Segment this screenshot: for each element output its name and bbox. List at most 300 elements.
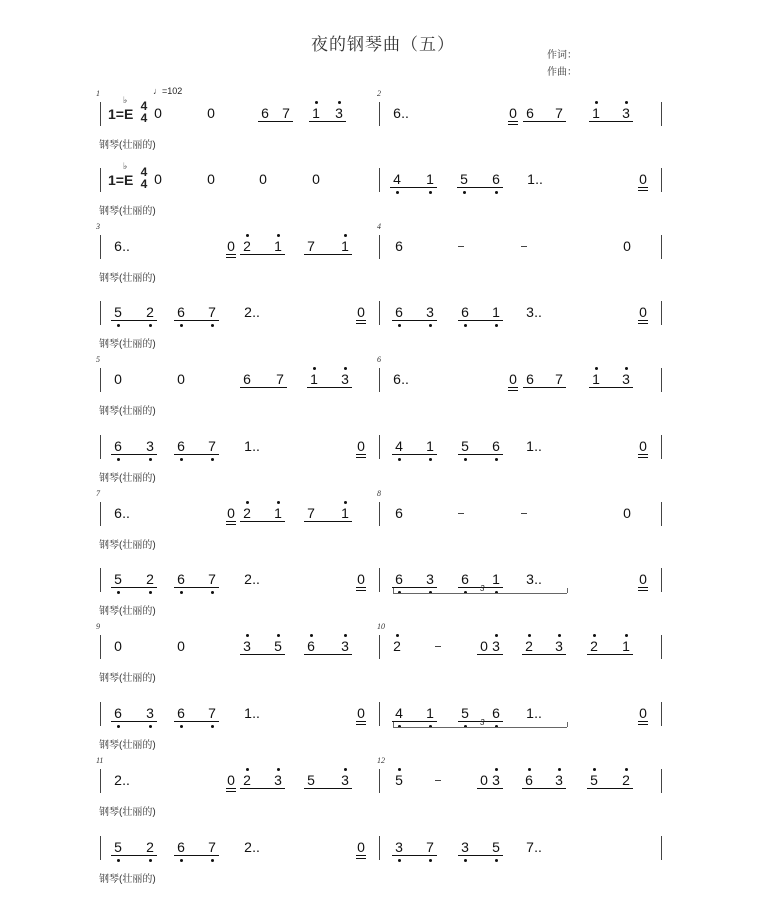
time-signature-top: 4 <box>140 165 148 179</box>
note: 7 <box>208 304 216 320</box>
double-underline <box>356 858 366 859</box>
upper-octave-dot <box>310 634 313 637</box>
measure-number: 2 <box>377 89 381 98</box>
double-underline <box>638 457 648 458</box>
lower-octave-dot <box>211 591 214 594</box>
double-underline <box>356 721 366 722</box>
lower-octave-dot <box>495 191 498 194</box>
instrument-label: 钢琴(壮丽的) <box>99 473 156 484</box>
beam-underline <box>307 387 352 388</box>
upper-octave-dot <box>344 234 347 237</box>
beam-underline <box>392 320 437 321</box>
note: 3 <box>526 571 534 587</box>
double-underline <box>638 190 648 191</box>
double-underline <box>356 454 366 455</box>
beam-underline <box>477 654 503 655</box>
note: 5 <box>461 438 469 454</box>
upper-octave-dot <box>625 367 628 370</box>
barline <box>379 102 380 126</box>
time-signature-top: 4 <box>140 99 148 113</box>
note: 2 <box>244 304 252 320</box>
note: 6 <box>114 438 122 454</box>
double-underline <box>356 855 366 856</box>
beam-underline <box>258 121 293 122</box>
upper-octave-dot <box>595 101 598 104</box>
upper-octave-dot <box>246 768 249 771</box>
note: 6 <box>492 438 500 454</box>
note: 6 <box>395 571 403 587</box>
note: 1 <box>274 505 282 521</box>
note: 0 <box>207 171 215 187</box>
note: 6 <box>492 705 500 721</box>
note: 5 <box>461 705 469 721</box>
instrument-label: 钢琴(壮丽的) <box>99 273 156 284</box>
upper-octave-dot <box>625 634 628 637</box>
instrument-label: 钢琴(壮丽的) <box>99 339 156 350</box>
note: 0 <box>114 371 122 387</box>
beam-underline <box>390 187 437 188</box>
note: 4 <box>395 705 403 721</box>
duration-dot: .. <box>534 839 542 855</box>
note: 7 <box>208 839 216 855</box>
note: 6 <box>395 505 403 521</box>
barline <box>379 568 380 592</box>
upper-octave-dot <box>246 634 249 637</box>
barline <box>661 769 662 793</box>
page-title: 夜的钢琴曲（五） <box>311 35 455 55</box>
beam-underline <box>174 454 219 455</box>
barline <box>100 235 101 259</box>
barline <box>379 502 380 526</box>
measure-number: 7 <box>96 489 100 498</box>
note: 0 <box>227 505 235 521</box>
barline <box>661 568 662 592</box>
lower-octave-dot <box>149 591 152 594</box>
note: 0 <box>227 238 235 254</box>
lower-octave-dot <box>149 725 152 728</box>
note: 7 <box>426 839 434 855</box>
barline <box>379 702 380 726</box>
note: 1 <box>527 171 535 187</box>
double-underline <box>226 521 236 522</box>
upper-octave-dot <box>625 101 628 104</box>
duration-dot: .. <box>122 505 130 521</box>
beam-underline <box>522 654 566 655</box>
note: 5 <box>114 839 122 855</box>
barline <box>100 102 101 126</box>
barline <box>379 301 380 325</box>
note: 2 <box>525 638 533 654</box>
note: 0 <box>357 705 365 721</box>
note: 3 <box>622 105 630 121</box>
flat-sign: ♭ <box>123 161 128 171</box>
note: 1 <box>244 438 252 454</box>
lower-octave-dot <box>429 191 432 194</box>
upper-octave-dot <box>313 367 316 370</box>
beam-underline <box>240 387 287 388</box>
note: 6 <box>261 105 269 121</box>
duration-dot: .. <box>252 839 260 855</box>
upper-octave-dot <box>558 634 561 637</box>
lower-octave-dot <box>117 591 120 594</box>
duration-dot: .. <box>252 438 260 454</box>
duration-dot: .. <box>401 105 409 121</box>
lower-octave-dot <box>211 725 214 728</box>
note: 7 <box>276 371 284 387</box>
double-underline <box>508 124 518 125</box>
note: 6 <box>526 105 534 121</box>
beam-underline <box>304 654 352 655</box>
beam-underline <box>240 788 285 789</box>
beam-underline <box>240 521 285 522</box>
lower-octave-dot <box>117 458 120 461</box>
double-underline <box>356 587 366 588</box>
dash-continuation <box>458 246 464 247</box>
upper-octave-dot <box>246 501 249 504</box>
duration-dot: .. <box>534 705 542 721</box>
upper-octave-dot <box>625 768 628 771</box>
note: 2 <box>243 505 251 521</box>
note: 1 <box>526 438 534 454</box>
note: 7 <box>555 105 563 121</box>
composer-label: 作曲： <box>547 67 577 78</box>
note: 0 <box>509 371 517 387</box>
lower-octave-dot <box>495 859 498 862</box>
note: 0 <box>207 105 215 121</box>
beam-underline <box>392 855 437 856</box>
beam-underline <box>111 454 157 455</box>
note: 2 <box>393 638 401 654</box>
duration-dot: .. <box>401 371 409 387</box>
note: 0 <box>639 438 647 454</box>
upper-octave-dot <box>595 367 598 370</box>
barline <box>661 702 662 726</box>
lower-octave-dot <box>464 458 467 461</box>
note: 2 <box>622 772 630 788</box>
note: 6 <box>114 505 122 521</box>
upper-octave-dot <box>398 768 401 771</box>
lower-octave-dot <box>429 458 432 461</box>
upper-octave-dot <box>277 501 280 504</box>
note: 0 <box>639 705 647 721</box>
beam-underline <box>304 521 352 522</box>
note: 2 <box>146 839 154 855</box>
lower-octave-dot <box>211 324 214 327</box>
note: 5 <box>460 171 468 187</box>
lower-octave-dot <box>180 859 183 862</box>
measure-number: 3 <box>96 222 100 231</box>
time-signature-bottom: 4 <box>140 111 148 125</box>
note: 3 <box>461 839 469 855</box>
barline <box>100 836 101 860</box>
lyricist-label: 作词： <box>547 50 577 61</box>
upper-octave-dot <box>593 768 596 771</box>
double-underline <box>356 724 366 725</box>
double-underline <box>356 320 366 321</box>
triplet-bracket-end <box>393 588 394 593</box>
note: 0 <box>509 105 517 121</box>
key-signature: 1=E <box>108 172 134 188</box>
note: 7 <box>208 705 216 721</box>
beam-underline <box>240 254 285 255</box>
measure-number: 4 <box>377 222 381 231</box>
measure-number: 11 <box>96 756 104 765</box>
beam-underline <box>392 454 437 455</box>
lower-octave-dot <box>398 859 401 862</box>
beam-underline <box>111 721 157 722</box>
beam-underline <box>587 788 633 789</box>
lower-octave-dot <box>180 591 183 594</box>
barline <box>100 435 101 459</box>
lower-octave-dot <box>117 324 120 327</box>
upper-octave-dot <box>396 634 399 637</box>
lower-octave-dot <box>464 324 467 327</box>
lower-octave-dot <box>398 458 401 461</box>
note: 6 <box>525 772 533 788</box>
dash-continuation <box>435 780 441 781</box>
double-underline <box>226 524 236 525</box>
measure-number: 10 <box>377 622 385 631</box>
note: 1 <box>592 371 600 387</box>
duration-dot: .. <box>252 705 260 721</box>
note: 1 <box>426 438 434 454</box>
note: 6 <box>461 571 469 587</box>
note: 7 <box>555 371 563 387</box>
triplet-bracket <box>393 727 567 728</box>
lower-octave-dot <box>117 725 120 728</box>
note: 3 <box>341 371 349 387</box>
duration-dot: .. <box>252 304 260 320</box>
upper-octave-dot <box>277 234 280 237</box>
note: 3 <box>555 772 563 788</box>
lower-octave-dot <box>464 859 467 862</box>
note: 0 <box>357 438 365 454</box>
note: 0 <box>357 571 365 587</box>
lower-octave-dot <box>429 859 432 862</box>
upper-octave-dot <box>277 768 280 771</box>
note: 6 <box>395 238 403 254</box>
note: 0 <box>357 304 365 320</box>
barline <box>661 502 662 526</box>
note: 7 <box>208 571 216 587</box>
measure-number: 9 <box>96 622 100 631</box>
instrument-label: 钢琴(壮丽的) <box>99 540 156 551</box>
note: 1 <box>274 238 282 254</box>
barline <box>661 635 662 659</box>
beam-underline <box>523 121 566 122</box>
duration-dot: .. <box>122 772 130 788</box>
note: 0 <box>154 105 162 121</box>
lower-octave-dot <box>180 458 183 461</box>
instrument-label: 钢琴(壮丽的) <box>99 807 156 818</box>
duration-dot: .. <box>252 571 260 587</box>
note: 7 <box>307 505 315 521</box>
dash-continuation <box>435 646 441 647</box>
measure-number: 8 <box>377 489 381 498</box>
triplet-bracket-end <box>393 722 394 727</box>
note: 0 <box>623 238 631 254</box>
triplet-mark: 3 <box>480 718 485 727</box>
beam-underline <box>111 320 157 321</box>
note: 1 <box>310 371 318 387</box>
triplet-bracket-end <box>567 722 568 727</box>
dash-continuation <box>521 246 527 247</box>
note: 0 <box>154 171 162 187</box>
note: 1 <box>526 705 534 721</box>
note: 1 <box>492 304 500 320</box>
lower-octave-dot <box>495 458 498 461</box>
note: 1 <box>492 571 500 587</box>
lower-octave-dot <box>149 458 152 461</box>
beam-underline <box>458 320 503 321</box>
beam-underline <box>458 855 503 856</box>
upper-octave-dot <box>344 367 347 370</box>
note: 3 <box>146 438 154 454</box>
beam-underline <box>458 454 503 455</box>
note: 3 <box>243 638 251 654</box>
note: 3 <box>526 304 534 320</box>
note: 3 <box>395 839 403 855</box>
double-underline <box>638 320 648 321</box>
beam-underline <box>174 721 219 722</box>
lower-octave-dot <box>429 324 432 327</box>
double-underline <box>508 387 518 388</box>
double-underline <box>638 721 648 722</box>
double-underline <box>508 121 518 122</box>
beam-underline <box>523 387 566 388</box>
barline <box>661 301 662 325</box>
beam-underline <box>522 788 566 789</box>
note: 3 <box>341 772 349 788</box>
note: 2 <box>146 571 154 587</box>
note: 1 <box>341 505 349 521</box>
instrument-label: 钢琴(壮丽的) <box>99 140 156 151</box>
upper-octave-dot <box>495 634 498 637</box>
note: 4 <box>395 438 403 454</box>
beam-underline <box>392 721 437 722</box>
barline <box>661 836 662 860</box>
note: 6 <box>492 171 500 187</box>
beam-underline <box>457 187 503 188</box>
upper-octave-dot <box>344 501 347 504</box>
double-underline <box>226 257 236 258</box>
triplet-bracket-end <box>567 588 568 593</box>
note: 5 <box>307 772 315 788</box>
upper-octave-dot <box>344 634 347 637</box>
lower-octave-dot <box>463 191 466 194</box>
note: 2 <box>244 571 252 587</box>
barline <box>100 502 101 526</box>
note: 6 <box>307 638 315 654</box>
barline <box>100 568 101 592</box>
upper-octave-dot <box>246 234 249 237</box>
flat-sign: ♭ <box>123 95 128 105</box>
note: 5 <box>395 772 403 788</box>
barline <box>379 435 380 459</box>
note: 1 <box>592 105 600 121</box>
barline <box>100 368 101 392</box>
note: 3 <box>335 105 343 121</box>
double-underline <box>638 323 648 324</box>
measure-number: 6 <box>377 355 381 364</box>
upper-octave-dot <box>593 634 596 637</box>
note: 3 <box>622 371 630 387</box>
note: 0 <box>639 171 647 187</box>
time-signature-bottom: 4 <box>140 177 148 191</box>
note: 1 <box>341 238 349 254</box>
note: 6 <box>526 371 534 387</box>
upper-octave-dot <box>528 634 531 637</box>
beam-underline <box>174 855 219 856</box>
double-underline <box>508 390 518 391</box>
barline <box>379 368 380 392</box>
beam-underline <box>174 587 219 588</box>
barline <box>379 168 380 192</box>
upper-octave-dot <box>277 634 280 637</box>
note: 6 <box>395 304 403 320</box>
instrument-label: 钢琴(壮丽的) <box>99 606 156 617</box>
note: 1 <box>244 705 252 721</box>
note: 2 <box>114 772 122 788</box>
note: 7 <box>307 238 315 254</box>
beam-underline <box>111 855 157 856</box>
note: 0 <box>639 304 647 320</box>
note: 3 <box>492 772 500 788</box>
upper-octave-dot <box>315 101 318 104</box>
double-underline <box>638 590 648 591</box>
note: 3 <box>146 705 154 721</box>
note: 3 <box>555 638 563 654</box>
note: 5 <box>590 772 598 788</box>
note: 6 <box>177 438 185 454</box>
note: 3 <box>274 772 282 788</box>
note: 2 <box>244 839 252 855</box>
note: 5 <box>492 839 500 855</box>
double-underline <box>226 788 236 789</box>
note: 7 <box>282 105 290 121</box>
note: 6 <box>461 304 469 320</box>
lower-octave-dot <box>211 458 214 461</box>
lower-octave-dot <box>398 324 401 327</box>
barline <box>100 769 101 793</box>
barline <box>100 168 101 192</box>
note: 7 <box>526 839 534 855</box>
note: 6 <box>177 304 185 320</box>
note: 0 <box>480 772 488 788</box>
note: 1 <box>426 171 434 187</box>
double-underline <box>638 187 648 188</box>
lower-octave-dot <box>117 859 120 862</box>
beam-underline <box>309 121 346 122</box>
lower-octave-dot <box>180 725 183 728</box>
note: 6 <box>177 839 185 855</box>
lower-octave-dot <box>149 324 152 327</box>
note: 6 <box>393 371 401 387</box>
note: 0 <box>312 171 320 187</box>
lower-octave-dot <box>211 859 214 862</box>
note: 6 <box>393 105 401 121</box>
note: 1 <box>426 705 434 721</box>
duration-dot: .. <box>534 438 542 454</box>
beam-underline <box>111 587 157 588</box>
duration-dot: .. <box>122 238 130 254</box>
instrument-label: 钢琴(壮丽的) <box>99 673 156 684</box>
double-underline <box>226 791 236 792</box>
triplet-mark: 3 <box>480 584 485 593</box>
duration-dot: .. <box>535 171 543 187</box>
upper-octave-dot <box>344 768 347 771</box>
lower-octave-dot <box>495 324 498 327</box>
